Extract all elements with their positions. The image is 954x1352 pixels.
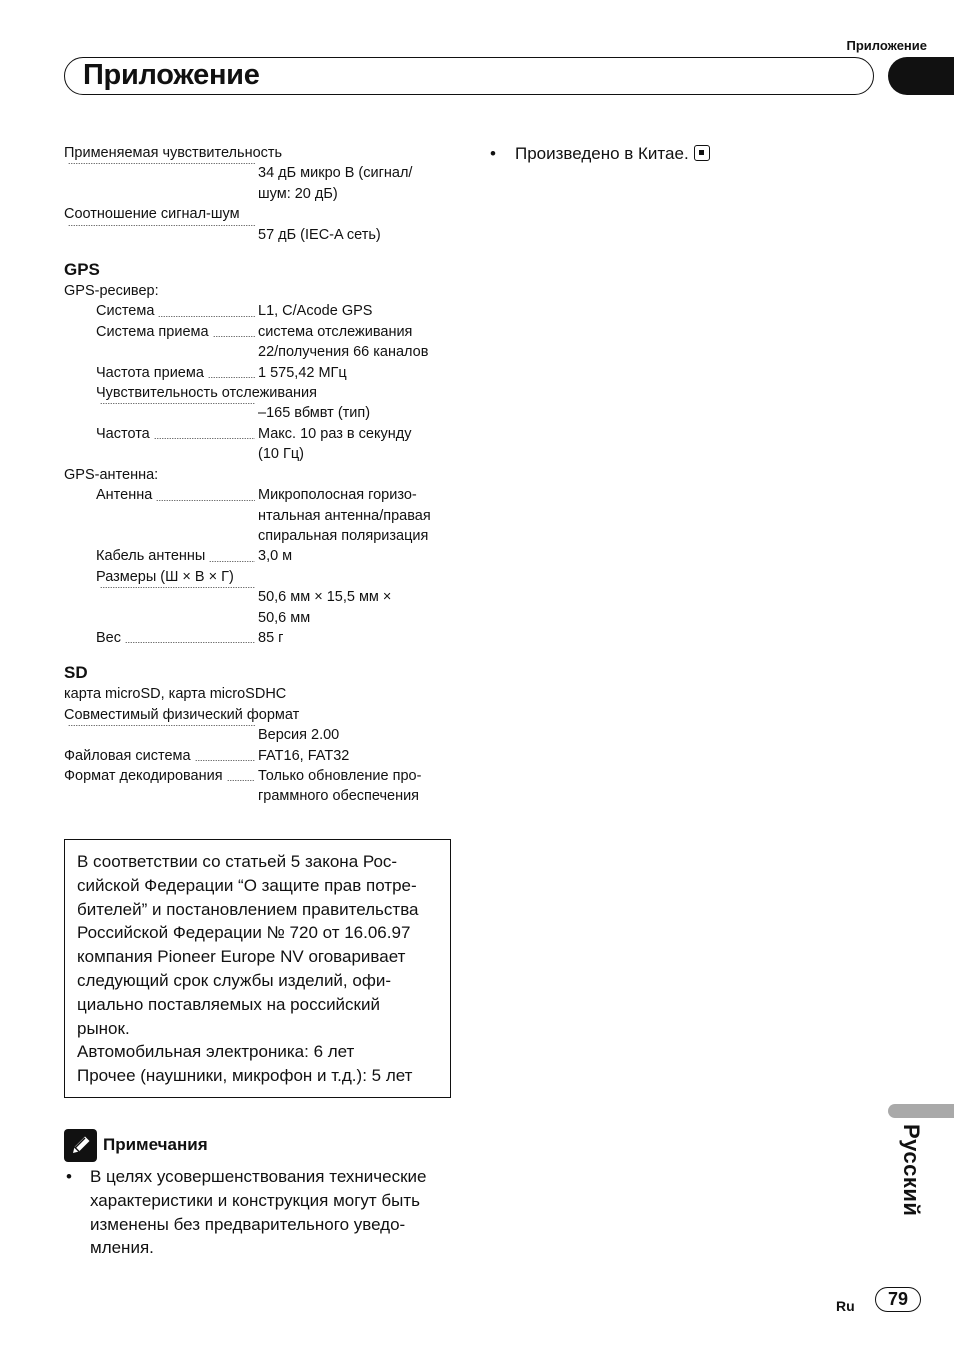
spec-label [64, 766, 258, 786]
spec-label-text: Частота [96, 425, 150, 442]
spec-value-line: Только обновление про- [258, 767, 422, 784]
spec-row-cable [64, 546, 454, 566]
dot-leader [125, 642, 255, 643]
dot-leader [158, 316, 255, 317]
spec-row-frequency [64, 363, 454, 383]
spec-row-sensitivity [64, 163, 454, 204]
dot-leader [68, 163, 255, 164]
spec-label-text: Частота приема [96, 364, 204, 381]
spec-label-text: Кабель антенны [96, 548, 206, 565]
dot-leader [68, 225, 255, 226]
notes-header [64, 1128, 208, 1162]
notes-list [64, 1165, 454, 1260]
bullet-icon: • [490, 144, 496, 163]
spec-value [258, 163, 454, 204]
notice-other-line: Прочее (наушники, микрофон и т.д.): 5 лет [77, 1066, 413, 1086]
gps-receiver-label: GPS-ресивер: [64, 283, 159, 300]
spec-label [64, 628, 258, 648]
spec-label [64, 746, 258, 766]
spec-value [258, 424, 454, 465]
notice-paragraph: В соответствии со статьей 5 закона Рос- сийской Федерации “О защите прав потре- бителей” и постановлением правительства Российской Федерации № 720 от 16.06.97 компания Pioneer Europe NV оговаривает следующий срок службы изделий, офи- циально поставляемых на российский рынок. [77, 852, 419, 1038]
dot-leader [156, 500, 255, 501]
gps-antenna-label: GPS-антенна: [64, 466, 159, 483]
dot-leader [195, 760, 255, 761]
spec-label-snr: Соотношение сигнал-шум [64, 206, 240, 223]
sd-cards: карта microSD, карта microSDHC [64, 686, 287, 703]
specs-column [64, 143, 454, 807]
spec-value-line: 34 дБ микро В (сигнал/ [258, 165, 413, 182]
dot-leader [227, 780, 255, 781]
spec-value-line: 50,6 мм × 15,5 мм × [258, 589, 392, 606]
note-text: В целях усовершенствования технические характеристики и конструкция могут быть изменены без предварительного уведо- мления. [90, 1167, 427, 1258]
section-tab-marker [888, 57, 954, 95]
title-bar [64, 57, 874, 95]
spec-value: 1 575,42 МГц [258, 364, 347, 381]
spec-row-snr [64, 225, 454, 245]
spec-value-line: система отслеживания [258, 323, 413, 340]
spec-label-tracking-sensitivity: Чувствительность отслеживания [96, 385, 317, 402]
section-heading-gps: GPS [64, 260, 100, 280]
dot-leader [68, 725, 255, 726]
spec-label-physical-format: Совместимый физический формат [64, 706, 300, 723]
spec-row-tracking-sensitivity [64, 403, 454, 423]
spec-value [258, 766, 454, 807]
spec-label [64, 322, 258, 342]
dot-leader [213, 336, 255, 337]
spec-value-line: 50,6 мм [258, 609, 311, 626]
dot-leader [100, 587, 255, 588]
spec-label [64, 485, 258, 505]
notice-box [64, 839, 451, 1098]
made-in-item [488, 142, 710, 165]
stop-icon [694, 145, 710, 161]
spec-label-text: Вес [96, 629, 121, 646]
spec-label [64, 424, 258, 444]
spec-value: –165 вбмвт (тип) [258, 405, 371, 422]
dot-leader [154, 438, 255, 439]
spec-label-text: Антенна [96, 487, 153, 504]
spec-value [258, 485, 454, 546]
spec-row-dimensions [64, 587, 454, 628]
spec-label-text: Система [96, 303, 155, 320]
spec-label-text: Система приема [96, 323, 209, 340]
spec-value-line: шум: 20 дБ) [258, 185, 338, 202]
spec-value-line: 22/получения 66 каналов [258, 344, 429, 361]
language-label: Русский [899, 1124, 924, 1217]
spec-row-reception-system [64, 322, 454, 363]
dot-leader [100, 403, 255, 404]
spec-value-line: нтальная антенна/правая [258, 507, 431, 524]
bullet-icon: • [66, 1167, 72, 1186]
page-title: Приложение [83, 59, 260, 91]
spec-value: 85 г [258, 629, 284, 646]
list-item [64, 1165, 454, 1260]
spec-leader [64, 225, 258, 231]
spec-label-text: Формат декодирования [64, 767, 223, 784]
spec-row-weight [64, 628, 454, 648]
spec-value: FAT16, FAT32 [258, 747, 350, 764]
language-tab-marker [888, 1104, 954, 1118]
page-number: 79 [875, 1287, 921, 1312]
spec-row-rate [64, 424, 454, 465]
spec-value-line: Макс. 10 раз в секунду [258, 425, 412, 442]
spec-value-line: (10 Гц) [258, 446, 304, 463]
spec-value: L1, C/Acode GPS [258, 303, 373, 320]
dot-leader [209, 561, 255, 562]
spec-value [258, 322, 454, 363]
language-code: Ru [836, 1298, 855, 1314]
running-header: Приложение [846, 38, 927, 53]
spec-label [64, 301, 258, 321]
spec-row-antenna [64, 485, 454, 546]
spec-leader [64, 725, 258, 731]
spec-label [64, 546, 258, 566]
notes-title: Примечания [103, 1135, 208, 1154]
spec-value-line: спиральная поляризация [258, 527, 429, 544]
spec-row-file-system [64, 746, 454, 766]
spec-value-line: Микрополосная горизо- [258, 487, 417, 504]
spec-value: Версия 2.00 [258, 727, 340, 744]
spec-row-decoding-format [64, 766, 454, 807]
section-heading-sd: SD [64, 663, 88, 683]
spec-value: 57 дБ (IEC-A сеть) [258, 226, 381, 243]
made-in-text: Произведено в Китае. [515, 144, 689, 163]
spec-label-text: Файловая система [64, 747, 191, 764]
spec-row-system [64, 301, 454, 321]
spec-label [64, 363, 258, 383]
spec-leader [64, 163, 258, 169]
spec-row-physical-format [64, 725, 454, 745]
dot-leader [208, 377, 255, 378]
spec-value [258, 587, 454, 628]
spec-value-line: граммного обеспечения [258, 788, 420, 805]
spec-label-dimensions: Размеры (Ш × В × Г) [96, 568, 234, 585]
spec-label-sensitivity: Применяемая чувствительность [64, 145, 283, 161]
pencil-note-icon [64, 1129, 97, 1162]
spec-leader [64, 403, 258, 409]
spec-leader [64, 587, 258, 593]
spec-value: 3,0 м [258, 548, 293, 565]
notice-auto-line: Автомобильная электроника: 6 лет [77, 1042, 355, 1062]
